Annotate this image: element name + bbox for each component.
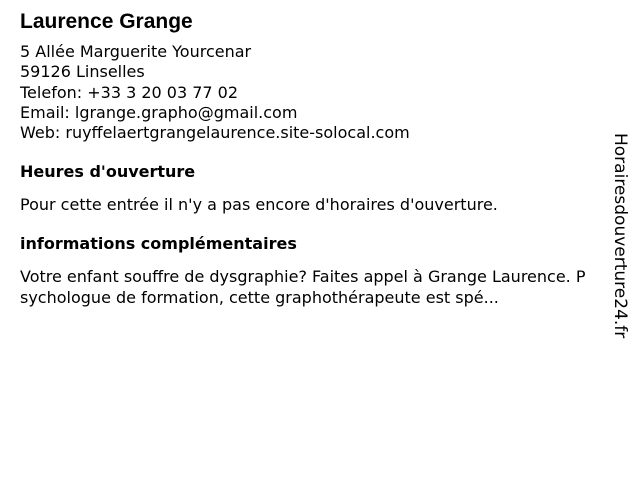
- opening-hours-text: Pour cette entrée il n'y a pas encore d'horaires d'ouverture.: [20, 195, 498, 215]
- additional-info-text: Votre enfant souffre de dysgraphie? Faites appel à Grange Laurence. Psychologue de formation, cette graphothérapeute est spé...: [20, 267, 586, 308]
- opening-hours-heading: Heures d'ouverture: [20, 162, 196, 182]
- phone-number[interactable]: Telefon: +33 3 20 03 77 02: [20, 82, 239, 102]
- site-brand-text[interactable]: Horairesdouverture24.fr: [610, 133, 630, 339]
- additional-info-heading: informations complémentaires: [20, 234, 297, 254]
- website-link[interactable]: Web: ruyffelaertgrangelaurence.site-solocal.com: [20, 123, 410, 143]
- contact-block: [20, 42, 600, 143]
- address-city: 59126 Linselles: [20, 62, 145, 82]
- site-brand-sidebar: [610, 133, 630, 373]
- business-name: Laurence Grange: [20, 10, 193, 33]
- listing-card: [20, 0, 600, 308]
- email-address[interactable]: Email: lgrange.grapho@gmail.com: [20, 102, 298, 122]
- address-street: 5 Allée Marguerite Yourcenar: [20, 42, 252, 61]
